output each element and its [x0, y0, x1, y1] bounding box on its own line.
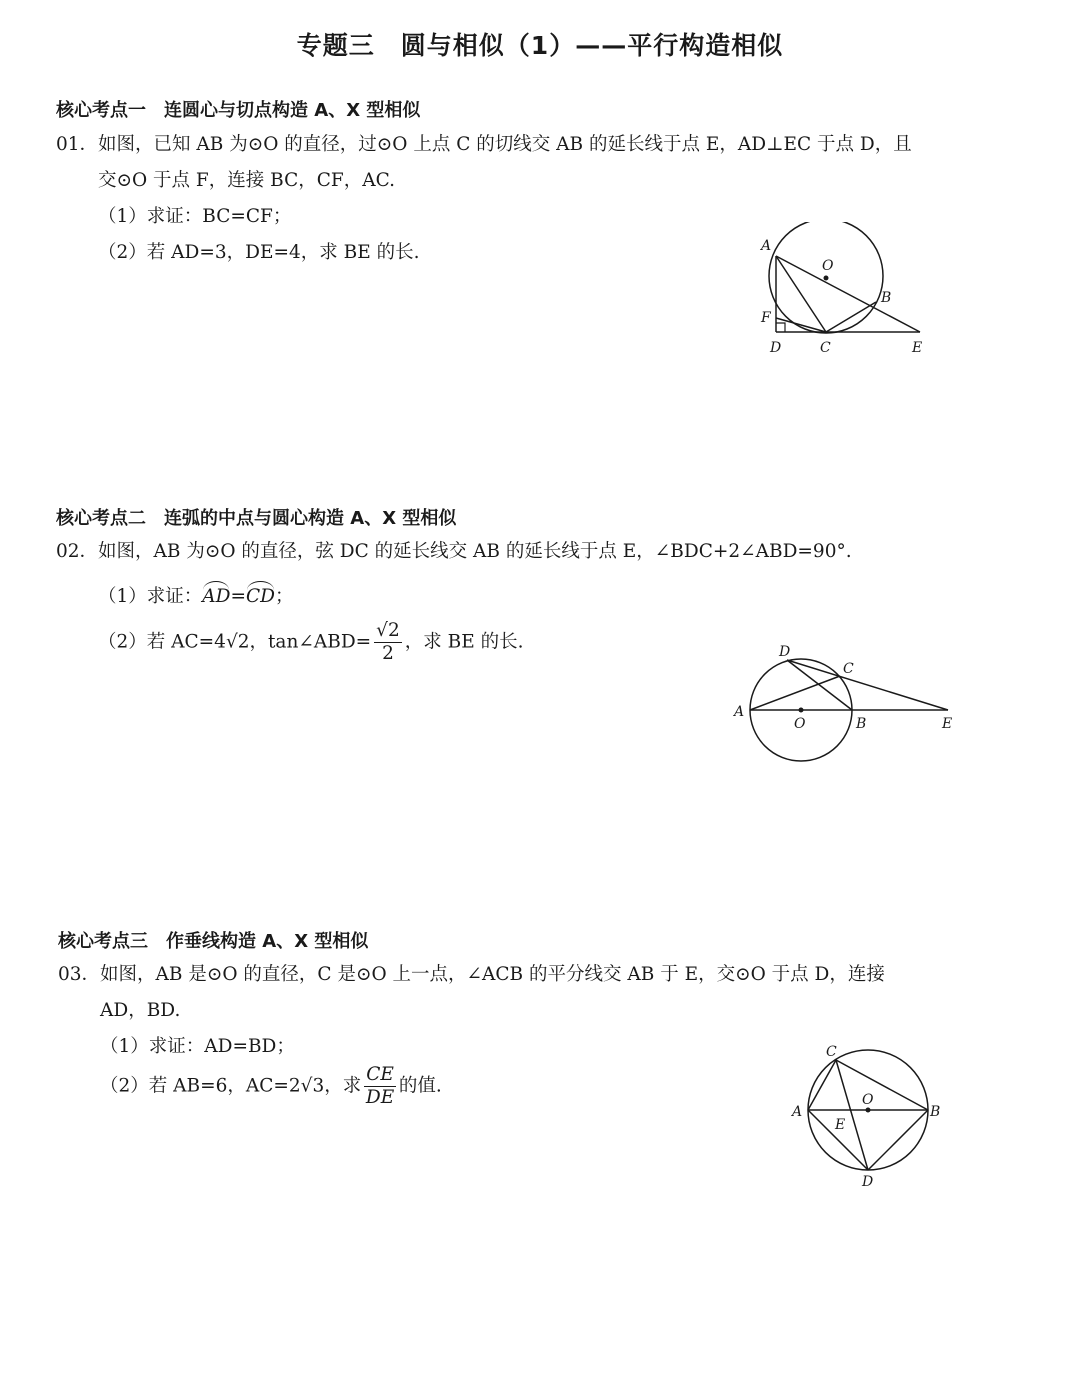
q1-equals: = [230, 586, 246, 607]
fraction-numerator: √2 [376, 620, 400, 641]
arc-cd: CD [246, 586, 275, 607]
section-3-heading: 核心考点三 作垂线构造 A、X 型相似 [58, 931, 369, 952]
problem-2-question-2 [98, 620, 523, 665]
fig1-label-o: O [822, 258, 834, 274]
fig1-label-c: C [820, 340, 831, 356]
arc-ad: AD [202, 586, 231, 607]
page-title: 专题三 圆与相似（1）——平行构造相似 [296, 31, 784, 60]
figure-1-diagram [750, 222, 940, 362]
fraction-denominator: 2 [382, 643, 394, 664]
fraction-ce-over-de [364, 1064, 396, 1109]
fig1-label-e: E [912, 340, 923, 356]
section-2-heading: 核心考点二 连弧的中点与圆心构造 A、X 型相似 [56, 508, 457, 529]
problem-1-question-2: （2）若 AD=3，DE=4，求 BE 的长. [98, 242, 420, 263]
section-1-heading: 核心考点一 连圆心与切点构造 A、X 型相似 [56, 100, 421, 121]
figure-2-diagram [730, 638, 960, 768]
problem-2-line-1: 02．如图，AB 为⊙O 的直径，弦 DC 的延长线交 AB 的延长线于点 E，∠BDC+2∠ABD=90°. [56, 541, 852, 562]
fig2-label-c: C [843, 661, 854, 677]
problem-3-question-1: （1）求证：AD=BD； [100, 1036, 295, 1057]
fig3-label-a: A [792, 1104, 803, 1120]
problem-1-question-1: （1）求证：BC=CF； [98, 206, 292, 227]
q2-prefix: （2）若 AC=4√2，tan∠ABD= [98, 631, 372, 653]
fig1-label-b: B [881, 290, 892, 306]
problem-1-line-2: 交⊙O 于点 F，连接 BC，CF，AC. [98, 170, 395, 191]
fig3-label-c: C [826, 1044, 837, 1060]
problem-3-line-1: 03．如图，AB 是⊙O 的直径，C 是⊙O 上一点，∠ACB 的平分线交 AB 于 E，交⊙O 于点 D，连接 [58, 964, 885, 985]
fig2-label-b: B [856, 716, 867, 732]
problem-2-question-1 [98, 582, 294, 608]
q1-end: ； [275, 586, 294, 607]
fig3-label-e: E [835, 1117, 846, 1133]
q2-prefix: （2）若 AB=6，AC=2√3，求 [100, 1075, 362, 1097]
problem-1-line-1: 01．如图，已知 AB 为⊙O 的直径，过⊙O 上点 C 的切线交 AB 的延长线于点 E，AD⊥EC 于点 D，且 [56, 134, 912, 155]
q1-prefix: （1）求证： [98, 586, 203, 607]
fig3-label-d: D [862, 1174, 874, 1190]
q2-suffix: ，求 BE 的长. [404, 631, 524, 653]
fig2-label-e: E [942, 716, 953, 732]
fig2-label-a: A [734, 704, 745, 720]
problem-3-question-2 [100, 1064, 442, 1109]
fig1-label-a: A [761, 238, 772, 254]
fig1-label-d: D [770, 340, 782, 356]
figure-3-diagram [780, 1038, 950, 1198]
fig2-label-o: O [794, 716, 806, 732]
fig3-label-b: B [930, 1104, 941, 1120]
fig1-label-f: F [761, 310, 771, 326]
fig3-label-o: O [862, 1092, 874, 1108]
fraction-numerator: CE [366, 1064, 394, 1085]
q2-suffix: 的值. [398, 1075, 442, 1097]
fraction-denominator: DE [365, 1087, 395, 1108]
fraction-sqrt2-over-2 [374, 620, 402, 665]
problem-3-line-2: AD，BD. [100, 1000, 181, 1021]
fig2-label-d: D [779, 644, 791, 660]
